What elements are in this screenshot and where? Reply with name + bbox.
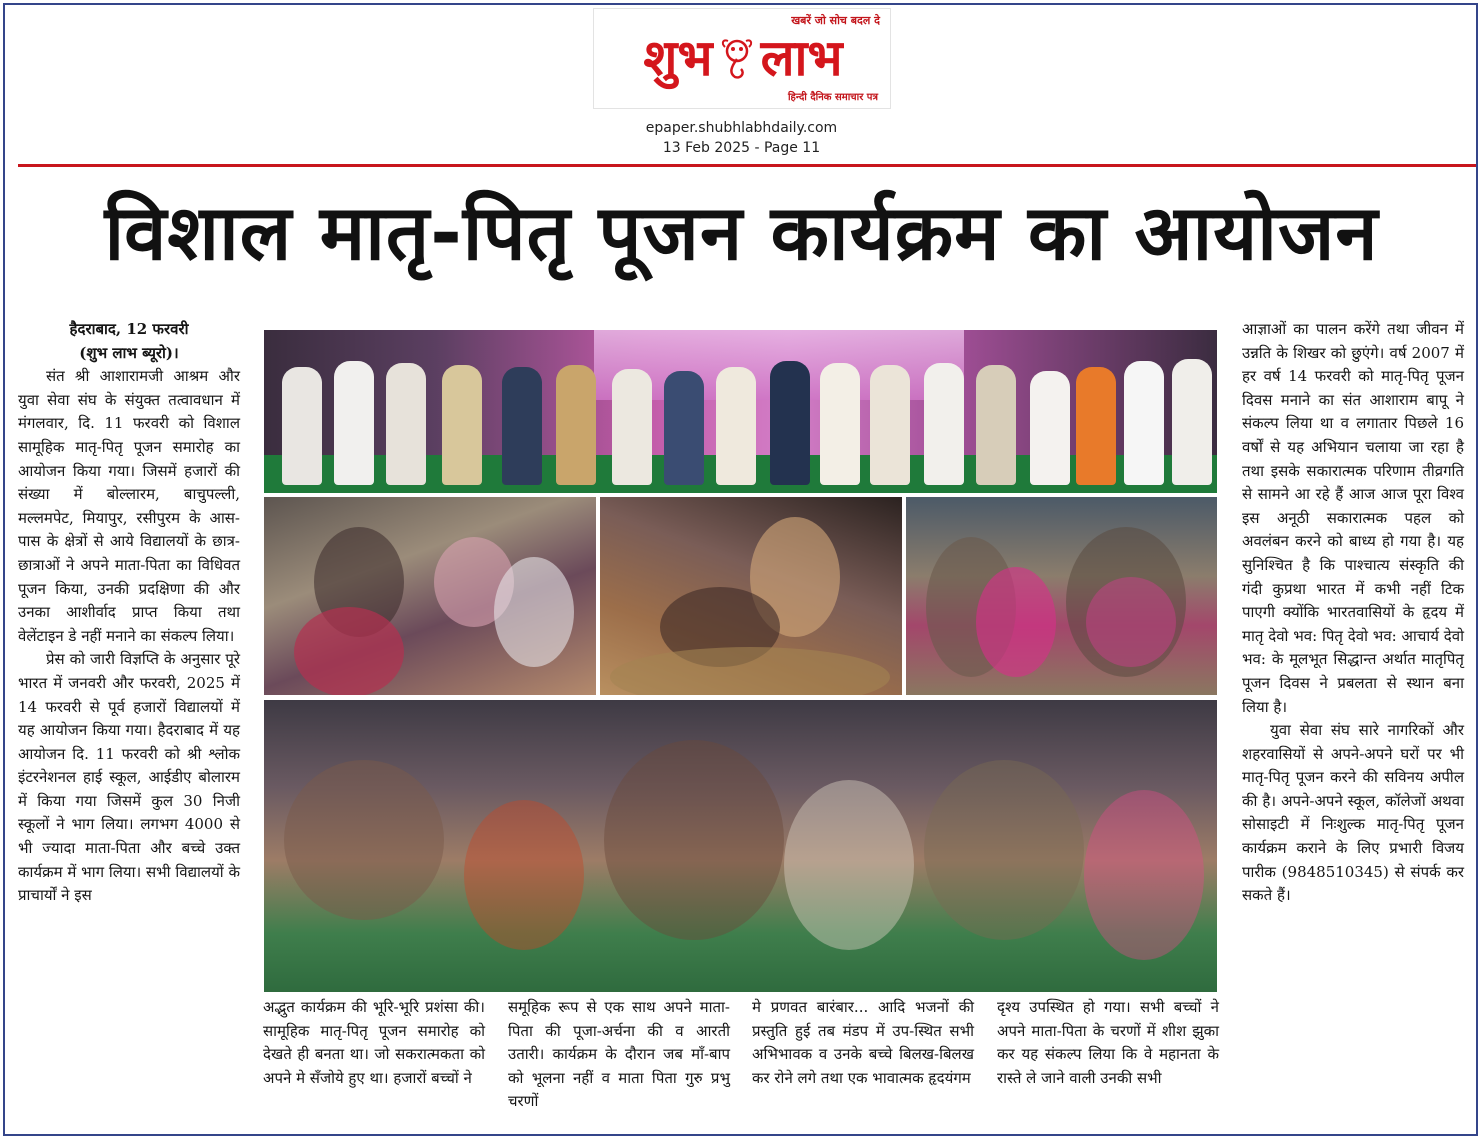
logo-text-left: शुभ — [643, 29, 713, 87]
paragraph: आज्ञाओं का पालन करेंगे तथा जीवन में उन्नति के शिखर को छुएंगे। वर्ष 2007 में हर वर्ष 14 फरवरी को मातृ-पितृ पूजन दिवस मनाने का संत आशाराम बापू ने संकल्प लिया था व लगातार पिछले 16 वर्षों से यह अभियान चलाया जा रहा है तथा इसके सकारात्मक परिणाम तीव्रगति से सामने आ रहे हैं आज आज पूरा विश्व इस अनूठी सकारात्मक पहल को अवलंबन करने को बाध्य हो गया है। यह सुनिश्चित है कि पाश्चात्य संस्कृति की गंदी कुप्रथा भारत में कभी नहीं टिक पाएगी क्योंकि भारतवासियों के हृदय में मातृ देवो भव: पितृ देवो भव: आचार्य देवो भव: के मूलभूत सिद्धान्त अर्थात मातृपितृ पूजन दिवस ने प्रबलता से स्थान बना लिया है। — [1242, 320, 1464, 716]
photo-children-parents-1 — [264, 497, 596, 695]
paragraph: दृश्य उपस्थित हो गया। सभी बच्चों ने अपने माता-पिता के चरणों में शीश झुका कर यह संकल्प लिया कि वे महानता के रास्ते ले जाने वाली उनकी सभी — [997, 998, 1219, 1087]
article-column-bottom-4 — [997, 996, 1219, 1090]
photo-crowd-gathering — [264, 700, 1217, 992]
header-divider — [18, 164, 1476, 167]
article-column-bottom-1 — [263, 996, 485, 1090]
article-column-bottom-2 — [508, 996, 730, 1114]
date-page: 13 Feb 2025 - Page 11 — [662, 140, 821, 156]
masthead[interactable] — [593, 8, 891, 109]
photo-children-parents-3 — [906, 497, 1217, 695]
photo-children-parents-2 — [600, 497, 902, 695]
paragraph: युवा सेवा संघ सारे नागरिकों और शहरवासियों से अपने-अपने घरों पर भी मातृ-पितृ पूजन करने की सविनय अपील की है। अपने-अपने स्कूल, कॉलेजों अथवा सोसाइटी में निःशुल्क मातृ-पितृ पूजन कार्यक्रम कराने के लिए प्रभारी विजय पारीक (9848510345) से संपर्क कर सकते हैं। — [1242, 721, 1464, 905]
page-meta — [0, 118, 1483, 158]
article-column-right — [1242, 318, 1464, 908]
masthead-slogan: खबरें जो सोच बदल दे — [791, 14, 880, 27]
paragraph: संत श्री आशारामजी आश्रम और युवा सेवा संघ के संयुक्त तत्वावधान में मंगलवार, दि. 11 फरवरी को विशाल सामूहिक मातृ-पितृ पूजन समारोह का आयोजन किया गया। जिसमें हजारों की संख्या में बोल्लारम, बाचुपल्ली, मल्लमपेट, मियापुर, रसीपुरम के आस-पास के क्षेत्रों से आये विद्यालयों के छात्र-छात्राओं ने अपने माता-पिता का विधिवत पूजन किया, उनकी प्रदक्षिणा की और उनका आशीर्वाद प्राप्त किया तथा वेलेंटाइन डे नहीं मनाने का संकल्प लिया। — [18, 367, 240, 645]
paragraph: मे प्रणवत बारंबार... आदि भजनों की प्रस्तुति हुई तब मंडप में उप-स्थित सभी अभिभावक व उनके बच्चे बिलख-बिलख कर रोने लगे तथा एक भावात्मक हृदयंगम — [752, 998, 974, 1087]
paragraph: अद्भुत कार्यक्रम की भूरि-भूरि प्रशंसा की। सामूहिक मातृ-पितृ पूजन समारोह को देखते ही बनता था। जो सकरात्मकता को अपने मे सँजोये हुए था। हजारों बच्चों ने — [263, 998, 485, 1087]
newspaper-logo — [602, 27, 884, 89]
paragraph: प्रेस को जारी विज्ञप्ति के अनुसार पूरे भारत में जनवरी और फरवरी, 2025 में 14 फरवरी से पूर्व हजारों विद्यालयों में यह आयोजन किया गया। हैदराबाद में यह आयोजन दि. 11 फरवरी को श्री श्लोक इंटरनेशनल हाई स्कूल, आईडीए बोलारम में किया गया जिसमें कुल 30 निजी स्कूलों ने भाग लिया। लगभग 4000 से भी ज्यादा माता-पिता और बच्चे उक्त कार्यक्रम में भाग लिया। सभी विद्यालयों के प्राचार्यों ने इस — [18, 650, 240, 905]
article-column-left — [18, 318, 240, 908]
dateline: हैदराबाद, 12 फरवरी — [69, 320, 189, 338]
masthead-subtitle: हिन्दी दैनिक समाचार पत्र — [787, 92, 878, 103]
article-headline: विशाल मातृ-पितृ पूजन कार्यक्रम का आयोजन — [104, 188, 1379, 277]
photo-stage-felicitation — [264, 330, 1217, 493]
article-column-bottom-3 — [752, 996, 974, 1090]
logo-text-right: लाभ — [760, 29, 843, 87]
byline: (शुभ लाभ ब्यूरो)। — [79, 343, 179, 362]
paragraph: समूहिक रूप से एक साथ अपने माता-पिता की पूजा-अर्चना की व आरती उतारी। कार्यक्रम के दौरान जब माँ-बाप को भूलना नहीं व माता पिता गुरु प्रभु चरणों — [508, 998, 730, 1111]
site-url[interactable]: epaper.shubhlabhdaily.com — [645, 120, 838, 136]
ganesha-icon — [719, 37, 755, 79]
